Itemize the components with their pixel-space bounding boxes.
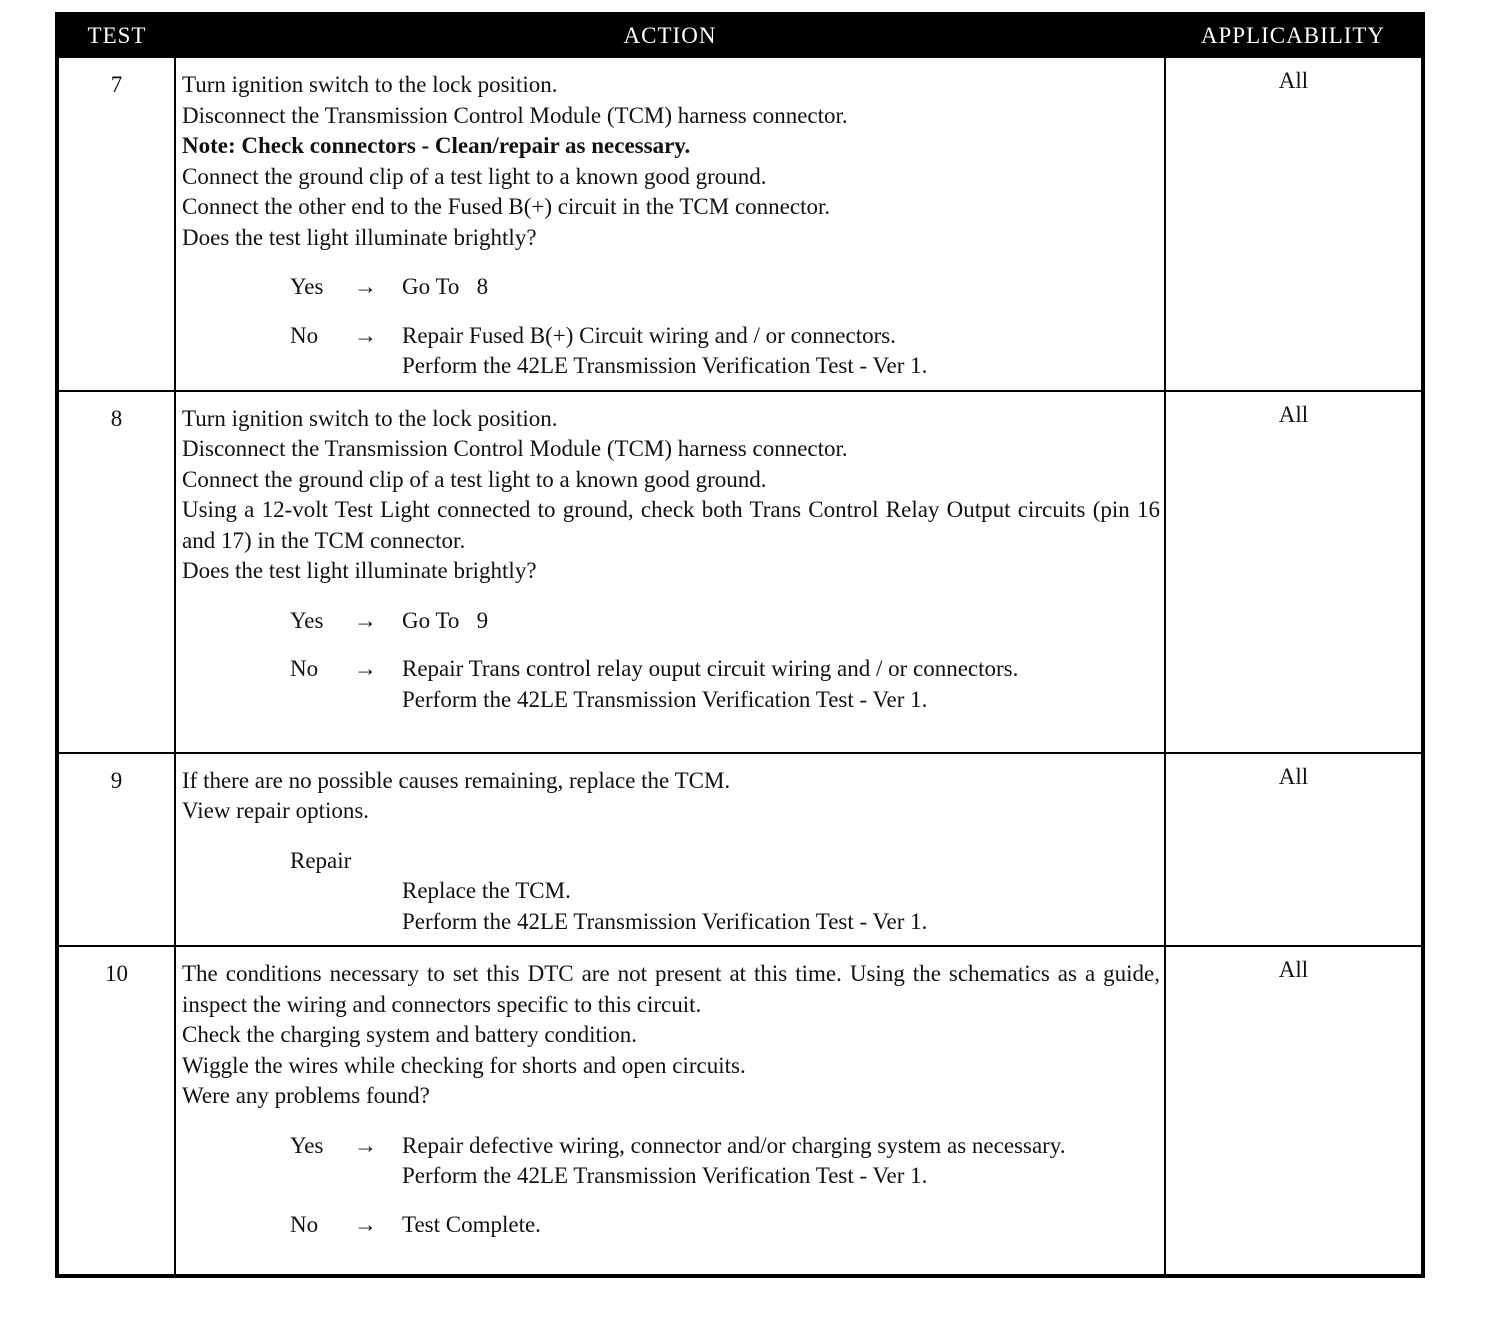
no-text-line: Repair Fused B(+) Circuit wiring and / or connectors. [402,322,896,348]
header-test: TEST [57,14,175,57]
outcome-yes [182,1131,1160,1192]
action-line: Turn ignition switch to the lock position. [182,72,558,97]
action-cell [175,391,1165,753]
right-arrow-icon: → [354,322,377,348]
repair-block [182,846,1160,938]
outcome-no [182,321,1160,382]
no-label: No [290,656,319,681]
no-text [402,654,1160,715]
table-row [57,753,1423,947]
applicability-value: All [1165,57,1423,391]
action-line: View repair options. [182,798,370,823]
yes-text: Go To 9 [402,607,489,633]
yes-label: Yes [290,274,324,299]
action-line: Using a 12-volt Test Light connected to ground, check both Trans Control Relay Output circuits (pin 16 and 17) in the TCM connector. [182,497,1160,553]
yes-text-line: Perform the 42LE Transmission Verification Test - Ver 1. [402,1163,928,1188]
test-number: 10 [57,946,175,1276]
header-action: ACTION [175,14,1165,57]
table-row [57,391,1423,753]
action-line: Wiggle the wires while checking for shorts and open circuits. [182,1052,746,1078]
yes-label: Yes [290,607,324,633]
right-arrow-icon: → [354,656,377,681]
table-row [57,946,1423,1276]
action-line: Disconnect the Transmission Control Module (TCM) harness connector. [182,436,848,461]
action-line: Connect the ground clip of a test light to a known good ground. [182,163,767,189]
action-line: If there are no possible causes remaining, replace the TCM. [182,767,731,793]
test-number: 8 [57,391,175,753]
applicability-value: All [1165,753,1423,947]
applicability-value: All [1165,946,1423,1276]
table-header-row [57,14,1423,57]
yes-text-line: Repair defective wiring, connector and/or charging system as necessary. [402,1132,1066,1158]
repair-label: Repair [290,847,352,873]
header-applicability: APPLICABILITY [1165,14,1423,57]
action-cell [175,946,1165,1276]
action-line: Does the test light illuminate brightly? [182,558,537,583]
right-arrow-icon: → [354,274,377,299]
test-number: 7 [57,57,175,391]
repair-line: Perform the 42LE Transmission Verification Test - Ver 1. [402,908,928,934]
no-text [402,321,1160,382]
action-line: Disconnect the Transmission Control Module (TCM) harness connector. [182,102,848,128]
table-row [57,57,1423,391]
action-line: The conditions necessary to set this DTC are not present at this time. Using the schematics as a guide, inspect the wiring and connectors specific to this circuit. [182,961,1160,1017]
action-line: Connect the ground clip of a test light to a known good ground. [182,466,767,492]
right-arrow-icon: → [354,1132,377,1158]
test-number: 9 [57,753,175,947]
outcome-no [182,654,1160,715]
no-text-line: Repair Trans control relay ouput circuit wiring and / or connectors. [402,656,1019,681]
applicability-value: All [1165,391,1423,753]
no-label: No [290,322,319,348]
yes-text [402,1131,1160,1192]
action-line: Turn ignition switch to the lock position. [182,405,558,431]
outcome-yes [182,272,1160,303]
yes-text: Go To 8 [402,274,489,299]
no-label: No [290,1211,319,1237]
no-text-line: Perform the 42LE Transmission Verification Test - Ver 1. [402,686,928,712]
outcomes [182,606,1160,716]
outcome-yes [182,606,1160,637]
action-line: Check the charging system and battery condition. [182,1022,637,1047]
no-text: Test Complete. [402,1211,541,1237]
diagnostic-test-table [55,12,1425,1278]
action-line: Connect the other end to the Fused B(+) circuit in the TCM connector. [182,194,831,219]
action-cell [175,57,1165,391]
action-note: Note: Check connectors - Clean/repair as necessary. [182,133,691,158]
repair-line: Replace the TCM. [402,878,571,903]
outcomes [182,1131,1160,1241]
action-line: Were any problems found? [182,1083,430,1108]
right-arrow-icon: → [354,607,377,633]
no-text-line: Perform the 42LE Transmission Verification Test - Ver 1. [402,353,928,378]
action-line: Does the test light illuminate brightly? [182,224,537,250]
right-arrow-icon: → [354,1211,377,1237]
action-cell [175,753,1165,947]
outcomes [182,272,1160,382]
yes-label: Yes [290,1132,324,1158]
outcome-no [182,1210,1160,1241]
